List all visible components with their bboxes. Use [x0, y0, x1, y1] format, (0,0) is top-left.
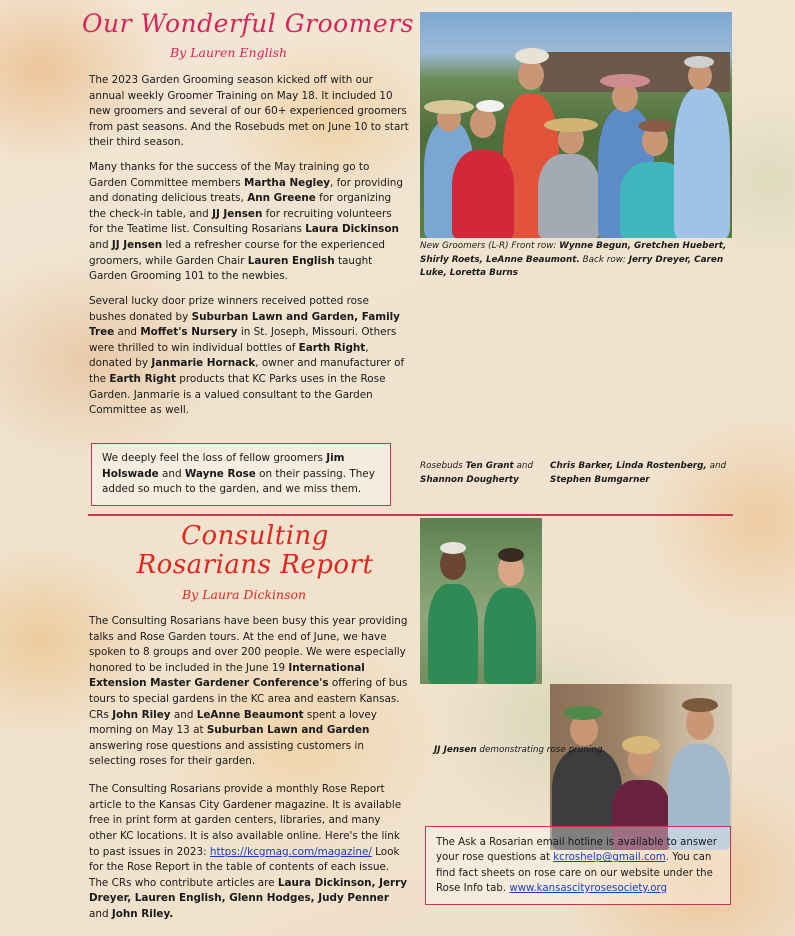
pruning-caption: JJ Jensen demonstrating rose pruning.	[434, 745, 606, 755]
groomers-title: Our Wonderful Groomers	[82, 9, 414, 38]
memorial-box: We deeply feel the loss of fellow groomers Jim Holswade and Wayne Rose on their passing. They added so much to the garden, and we miss them.	[91, 443, 391, 506]
rosarians-paragraph-1: The Consulting Rosarians have been busy this year providing talks and Rose Garden tours. At the end of June, we have spoken to 8 groups and over 200 people. We were especially honored to be included in the June 19 International Extension Master Gardener Conference's offering of bus tours to special gardens in the KC area and eastern Kansas. CRs John Riley and LeAnne Beaumont spent a lovey morning on May 13 at Suburban Lawn and Garden answering rose questions and assisting customers in selecting roses for their garden.	[89, 615, 408, 768]
new-groomers-photo	[420, 12, 732, 238]
rosarians-title: Consulting Rosarians Report	[136, 521, 374, 581]
hotline-box: The Ask a Rosarian email hotline is available to answer your rose questions at kcroshelp@gmail.com. You can find fact sheets on rose care on our website under the Rose Info tab. www.kansascityrosesociety.org	[425, 826, 731, 905]
groomers-article	[89, 73, 409, 428]
rosebuds-caption: Rosebuds Ten Grant and Shannon Dougherty	[420, 461, 534, 485]
rosarians-article	[89, 614, 411, 932]
groomers-paragraph-1: The 2023 Garden Grooming season kicked off with our annual weekly Groomer Training on May 18. It included 10 new groomers and several of our 60+ experienced groomers from past seasons. And the Rosebuds met on June 10 to start their third season.	[89, 74, 409, 149]
kcgmag-link[interactable]: https://kcgmag.com/magazine/	[209, 845, 372, 858]
website-link[interactable]: www.kansascityrosesociety.org	[509, 882, 667, 894]
rosebuds-photo	[420, 518, 542, 684]
rosarians-byline: By Laura Dickinson	[182, 587, 307, 602]
rosarians-paragraph-2: The Consulting Rosarians provide a monthly Rose Report article to the Kansas City Gardener magazine. It is available free in print form at garden centers, libraries, and many other KC locations. It is also available online. Here's the link to past issues in 2023: https://kcgmag.com/magazine/ Look for the Rose Report in the table of contents of each issue. The CRs who contribute articles are Laura Dickinson, Jerry Dreyer, Lauren English, Glenn Hodges, Judy Penner and John Riley.	[89, 783, 408, 920]
email-link[interactable]: kcroshelp@gmail.com	[553, 852, 666, 864]
groomers-byline: By Lauren English	[170, 45, 288, 60]
trio-caption: Chris Barker, Linda Rostenberg, and Stephen Bumgarner	[550, 461, 727, 485]
section-divider	[88, 514, 733, 516]
groomers-paragraph-3: Several lucky door prize winners received potted rose bushes donated by Suburban Lawn and Garden, Family Tree and Moffet's Nursery in St. Joseph, Missouri. Others were thrilled to win individual bottles of Earth Right, donated by Janmarie Hornack, owner and manufacturer of the Earth Right products that KC Parks uses in the Rose Garden. Janmarie is a valued consultant to the Garden Committee as well.	[89, 294, 405, 417]
groomers-paragraph-2: Many thanks for the success of the May training go to Garden Committee members Martha Negley, for providing and donating delicious treats, Ann Greene for organizing the check-in table, and JJ Jensen for recruiting volunteers for the Teatime list. Consulting Rosarians Laura Dickinson and JJ Jensen led a refresher course for the experienced groomers, while Garden Chair Lauren English taught Garden Grooming 101 to the newbies.	[89, 161, 403, 283]
new-groomers-caption: New Groomers (L-R) Front row: Wynne Begun, Gretchen Huebert, Shirly Roets, LeAnne Beaumont. Back row: Jerry Dreyer, Caren Luke, Loretta Burns	[420, 241, 727, 279]
